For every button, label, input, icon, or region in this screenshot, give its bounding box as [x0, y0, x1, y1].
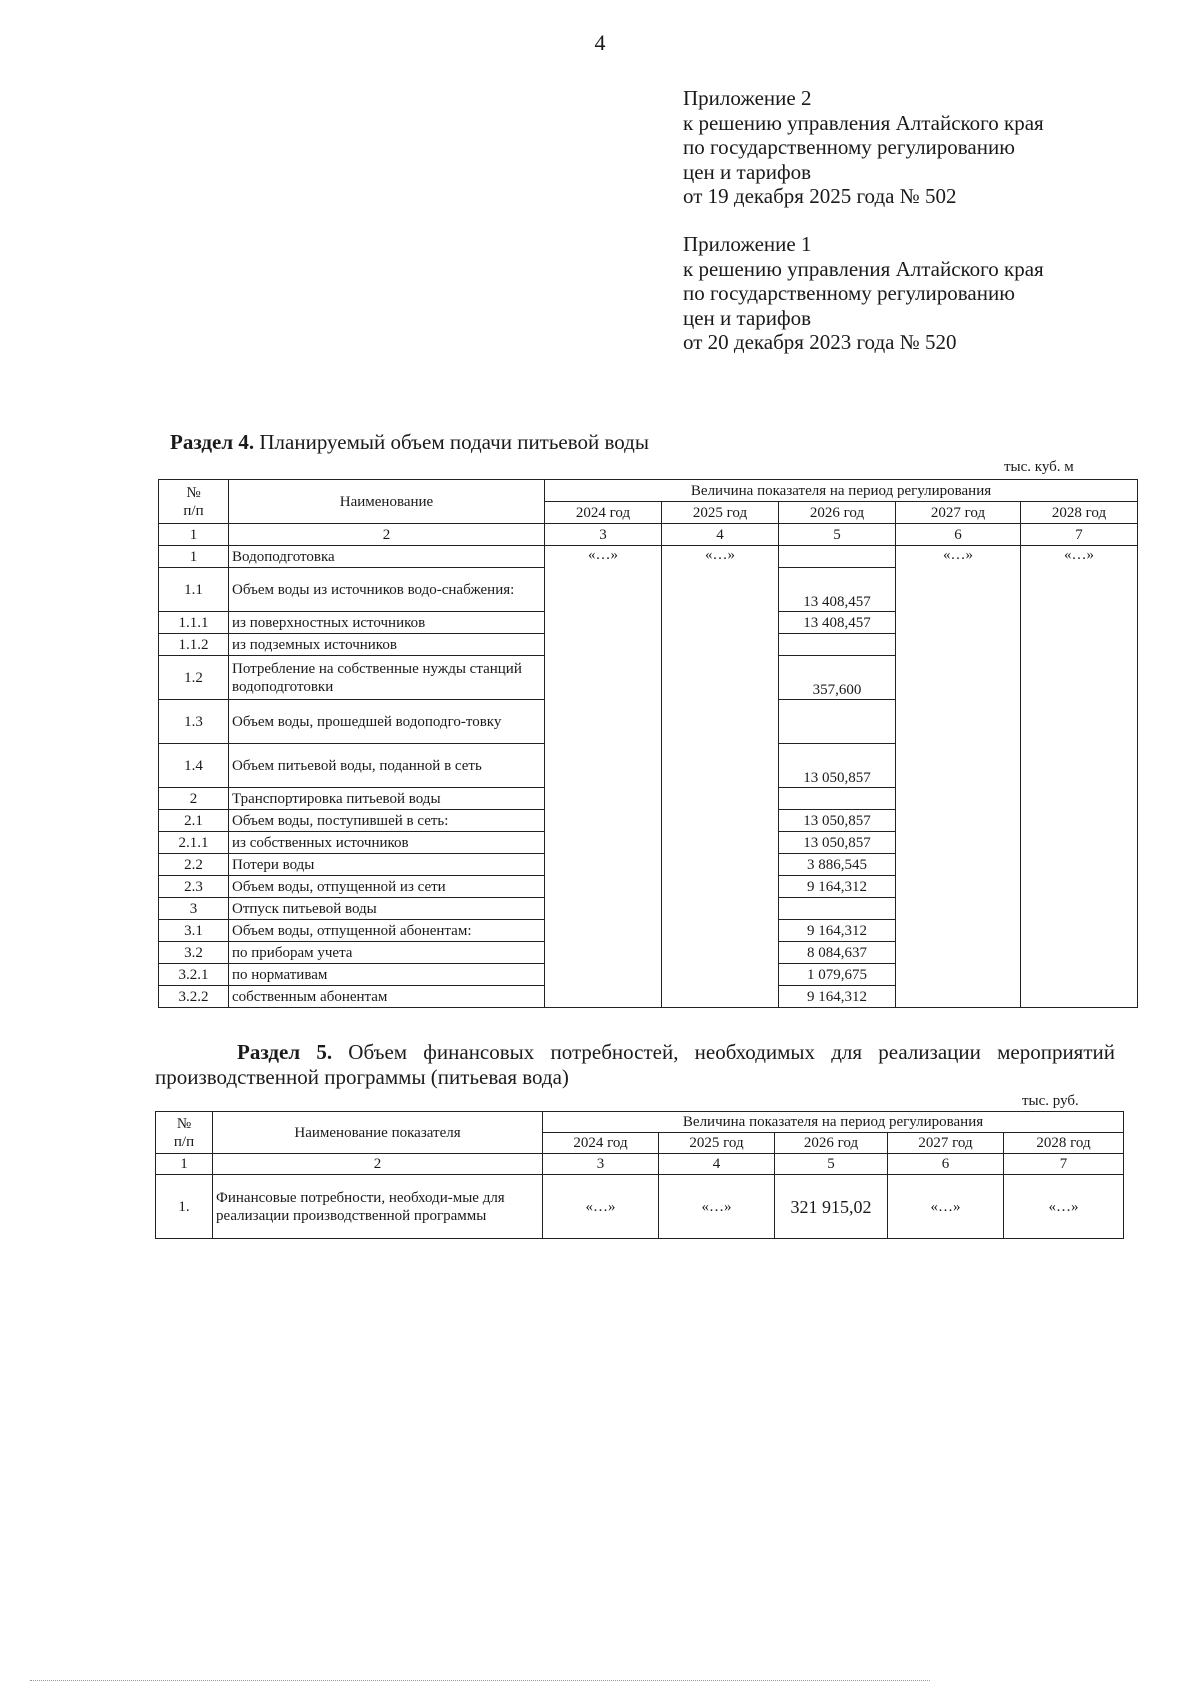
value-2027	[896, 744, 1021, 788]
value-2024	[545, 568, 662, 612]
col-number: 7	[1004, 1154, 1124, 1175]
value-2027	[896, 832, 1021, 854]
col-number: 1	[159, 524, 229, 546]
header-year: 2025 год	[659, 1133, 775, 1154]
col-number: 6	[896, 524, 1021, 546]
appendix-1-line: от 20 декабря 2023 года № 520	[683, 330, 957, 354]
row-name: Потребление на собственные нужды станций водоподготовки	[229, 656, 545, 700]
row-number: 1	[159, 546, 229, 568]
header-year: 2028 год	[1021, 502, 1138, 524]
header-name: Наименование	[229, 480, 545, 524]
header-name: Наименование показателя	[213, 1112, 543, 1154]
value-2028	[1021, 810, 1138, 832]
row-name: по приборам учета	[229, 942, 545, 964]
header-year: 2026 год	[775, 1133, 888, 1154]
value-2026: 9 164,312	[779, 986, 896, 1008]
value-2028	[1021, 612, 1138, 634]
appendix-2-header	[683, 86, 1044, 209]
value-2025	[662, 634, 779, 656]
table-row	[159, 788, 1138, 810]
value-2028	[1021, 656, 1138, 700]
row-number: 1.	[156, 1175, 213, 1239]
table-row	[159, 876, 1138, 898]
value-2024	[545, 656, 662, 700]
row-name: из поверхностных источников	[229, 612, 545, 634]
header-num: №	[176, 1115, 192, 1132]
row-name: Объем питьевой воды, поданной в сеть	[229, 744, 545, 788]
value-2026: 13 050,857	[779, 810, 896, 832]
row-name: собственным абонентам	[229, 986, 545, 1008]
value-2024	[545, 854, 662, 876]
appendix-1-header	[683, 232, 1044, 355]
appendix-2-line: Приложение 2	[683, 86, 812, 110]
table-row	[159, 920, 1138, 942]
col-number: 4	[659, 1154, 775, 1175]
value-2027	[896, 788, 1021, 810]
value-2026: 1 079,675	[779, 964, 896, 986]
value-2026	[779, 634, 896, 656]
value-2027	[896, 612, 1021, 634]
appendix-2-line: к решению управления Алтайского края	[683, 110, 1044, 135]
value-2024	[545, 832, 662, 854]
header-num-sub: п/п	[173, 1133, 195, 1150]
header-year: 2024 год	[545, 502, 662, 524]
water-volume-table	[158, 479, 1138, 1008]
value-2024	[545, 810, 662, 832]
row-name: из собственных источников	[229, 832, 545, 854]
table-row	[159, 612, 1138, 634]
value-2028	[1021, 832, 1138, 854]
row-name: из подземных источников	[229, 634, 545, 656]
row-number: 2.1	[159, 810, 229, 832]
value-2024	[545, 986, 662, 1008]
value-2024	[545, 920, 662, 942]
value-2025	[662, 832, 779, 854]
header-num-sub: п/п	[183, 502, 204, 519]
value-2028	[1021, 920, 1138, 942]
financial-needs-table	[155, 1111, 1124, 1239]
section-4-title	[170, 430, 649, 455]
value-2024	[545, 964, 662, 986]
col-number: 5	[779, 524, 896, 546]
table-row	[159, 744, 1138, 788]
value-2028	[1021, 876, 1138, 898]
value-2024: «…»	[543, 1175, 659, 1239]
header-year: 2027 год	[896, 502, 1021, 524]
row-name: Объем воды из источников водо-снабжения:	[229, 568, 545, 612]
row-number: 1.1.2	[159, 634, 229, 656]
value-2025	[662, 612, 779, 634]
row-name: Объем воды, прошедшей водоподго-товку	[229, 700, 545, 744]
col-number: 6	[888, 1154, 1004, 1175]
value-2025: «…»	[659, 1175, 775, 1239]
value-2024	[545, 898, 662, 920]
value-2025	[662, 920, 779, 942]
row-name: Отпуск питьевой воды	[229, 898, 545, 920]
row-number: 2	[159, 788, 229, 810]
table-row	[159, 656, 1138, 700]
value-2027	[896, 634, 1021, 656]
col-number: 2	[229, 524, 545, 546]
row-name: Объем воды, отпущенной из сети	[229, 876, 545, 898]
value-2026: 9 164,312	[779, 920, 896, 942]
table-row	[159, 832, 1138, 854]
row-name: Водоподготовка	[229, 546, 545, 568]
table-row	[159, 898, 1138, 920]
section-5-unit: тыс. руб.	[1022, 1093, 1079, 1109]
row-number: 1.1.1	[159, 612, 229, 634]
value-2024: «…»	[545, 546, 662, 568]
section-4-unit: тыс. куб. м	[1004, 459, 1074, 475]
value-2027	[896, 568, 1021, 612]
row-name: Финансовые потребности, необходи-мые для реализации производственной программы	[213, 1175, 543, 1239]
value-2026: 13 408,457	[779, 612, 896, 634]
scan-artifact-line	[30, 1680, 930, 1682]
value-2026: 13 408,457	[779, 568, 896, 612]
header-num: №	[186, 484, 201, 501]
col-number: 5	[775, 1154, 888, 1175]
value-2024	[545, 612, 662, 634]
row-number: 3.2.2	[159, 986, 229, 1008]
value-2026: 13 050,857	[779, 832, 896, 854]
row-name: Объем воды, отпущенной абонентам:	[229, 920, 545, 942]
row-number: 3.2	[159, 942, 229, 964]
value-2026	[779, 700, 896, 744]
table-row	[159, 546, 1138, 568]
col-number: 1	[156, 1154, 213, 1175]
col-number: 3	[545, 524, 662, 546]
value-2027	[896, 920, 1021, 942]
table-row	[159, 854, 1138, 876]
col-number: 7	[1021, 524, 1138, 546]
appendix-1-line: к решению управления Алтайского края	[683, 256, 1044, 281]
header-year: 2026 год	[779, 502, 896, 524]
value-2027	[896, 810, 1021, 832]
row-name: Объем воды, поступившей в сеть:	[229, 810, 545, 832]
appendix-1-line: по государственному регулированию	[683, 281, 1015, 305]
value-2024	[545, 744, 662, 788]
page-number: 4	[594, 30, 606, 55]
header-year: 2028 год	[1004, 1133, 1124, 1154]
row-number: 1.3	[159, 700, 229, 744]
value-2027	[896, 964, 1021, 986]
value-2026	[779, 788, 896, 810]
table-row	[159, 986, 1138, 1008]
row-name: Транспортировка питьевой воды	[229, 788, 545, 810]
value-2025	[662, 854, 779, 876]
table-row	[159, 964, 1138, 986]
appendix-2-line: цен и тарифов	[683, 159, 812, 184]
table-row	[159, 700, 1138, 744]
appendix-1-line: Приложение 1	[683, 232, 812, 256]
table-row	[159, 634, 1138, 656]
row-number: 3.1	[159, 920, 229, 942]
value-2027: «…»	[888, 1175, 1004, 1239]
value-2025	[662, 898, 779, 920]
value-2027	[896, 986, 1021, 1008]
value-2026: 9 164,312	[779, 876, 896, 898]
col-number: 3	[543, 1154, 659, 1175]
value-2028	[1021, 568, 1138, 612]
row-name: Потери воды	[229, 854, 545, 876]
value-2024	[545, 942, 662, 964]
value-2025	[662, 986, 779, 1008]
value-2027	[896, 656, 1021, 700]
row-number: 1.4	[159, 744, 229, 788]
value-2024	[545, 876, 662, 898]
value-2026: 8 084,637	[779, 942, 896, 964]
table-row	[159, 568, 1138, 612]
section-5-title	[155, 1040, 1115, 1090]
value-2025	[662, 656, 779, 700]
table-row	[159, 942, 1138, 964]
value-2025	[662, 568, 779, 612]
col-number: 2	[213, 1154, 543, 1175]
value-2026	[779, 898, 896, 920]
header-year: 2024 год	[543, 1133, 659, 1154]
value-2025	[662, 700, 779, 744]
value-2028	[1021, 986, 1138, 1008]
value-2028	[1021, 942, 1138, 964]
value-2027: «…»	[896, 546, 1021, 568]
appendix-1-line: цен и тарифов	[683, 305, 812, 330]
value-2028: «…»	[1021, 546, 1138, 568]
value-2028	[1021, 964, 1138, 986]
value-2024	[545, 700, 662, 744]
appendix-2-line: по государственному регулированию	[683, 135, 1015, 159]
value-2024	[545, 788, 662, 810]
row-number: 2.1.1	[159, 832, 229, 854]
value-2027	[896, 898, 1021, 920]
col-number: 4	[662, 524, 779, 546]
section-4-title-text: Планируемый объем подачи питьевой воды	[254, 430, 649, 454]
value-2028	[1021, 700, 1138, 744]
value-2028: «…»	[1004, 1175, 1124, 1239]
header-num-cell	[156, 1112, 213, 1154]
row-number: 3	[159, 898, 229, 920]
header-num-cell	[159, 480, 229, 524]
value-2028	[1021, 898, 1138, 920]
value-2025	[662, 876, 779, 898]
row-number: 2.3	[159, 876, 229, 898]
table-row	[159, 810, 1138, 832]
value-2025: «…»	[662, 546, 779, 568]
row-number: 2.2	[159, 854, 229, 876]
value-2026: 321 915,02	[775, 1175, 888, 1239]
value-2026	[779, 546, 896, 568]
header-year: 2025 год	[662, 502, 779, 524]
value-2027	[896, 942, 1021, 964]
value-2028	[1021, 634, 1138, 656]
value-2027	[896, 854, 1021, 876]
section-5-title-text: Объем финансовых потребностей, необходимых для реализации мероприятий производственной программы (питьевая вода)	[155, 1040, 1115, 1089]
row-number: 1.2	[159, 656, 229, 700]
value-2028	[1021, 854, 1138, 876]
row-name: по нормативам	[229, 964, 545, 986]
value-2028	[1021, 788, 1138, 810]
value-2025	[662, 942, 779, 964]
header-period: Величина показателя на период регулирования	[545, 480, 1138, 502]
value-2026: 13 050,857	[779, 744, 896, 788]
header-period: Величина показателя на период регулирования	[543, 1112, 1124, 1133]
header-year: 2027 год	[888, 1133, 1004, 1154]
section-4-title-bold: Раздел 4.	[170, 430, 255, 454]
value-2024	[545, 634, 662, 656]
value-2025	[662, 964, 779, 986]
value-2027	[896, 876, 1021, 898]
value-2025	[662, 788, 779, 810]
row-number: 1.1	[159, 568, 229, 612]
value-2025	[662, 810, 779, 832]
row-number: 3.2.1	[159, 964, 229, 986]
value-2028	[1021, 744, 1138, 788]
value-2027	[896, 700, 1021, 744]
value-2026: 3 886,545	[779, 854, 896, 876]
appendix-2-line: от 19 декабря 2025 года № 502	[683, 184, 957, 208]
section-5-title-bold: Раздел 5.	[237, 1040, 333, 1064]
value-2025	[662, 744, 779, 788]
value-2026: 357,600	[779, 656, 896, 700]
